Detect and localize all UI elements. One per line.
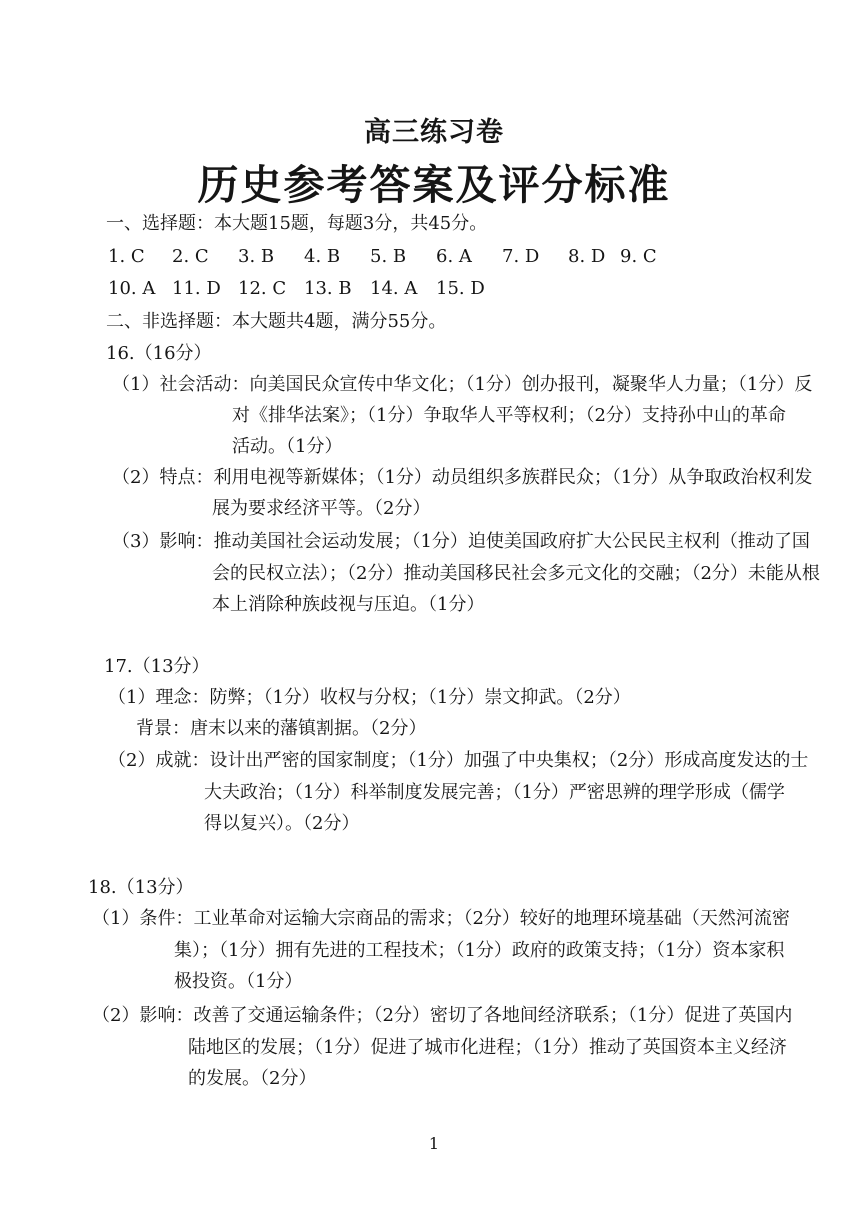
q16-line: 会的民权立法）；（2分）推动美国移民社会多元文化的交融；（2分）未能从根 <box>212 563 820 584</box>
q17-heading: 17.（13分） <box>104 656 210 677</box>
answer-item: 6. A <box>436 246 472 267</box>
answer-item: 12. C <box>238 278 287 299</box>
answer-row-1 <box>108 246 657 268</box>
page-number: 1 <box>428 1134 440 1153</box>
q16-heading: 16.（16分） <box>106 343 212 364</box>
q16-line: 对《排华法案》；（1分）争取华人平等权利；（2分）支持孙中山的革命 <box>232 405 786 426</box>
q17-line: 得以复兴）。（2分） <box>204 813 360 834</box>
q16-line: 展为要求经济平等。（2分） <box>212 498 431 519</box>
answer-item: 3. B <box>238 246 275 267</box>
section1-heading: 一、选择题：本大题15题，每题3分，共45分。 <box>106 213 488 234</box>
answer-item: 7. D <box>502 246 540 267</box>
answer-item: 9. C <box>620 246 657 267</box>
answer-item: 15. D <box>436 278 485 299</box>
q18-line: 集）；（1分）拥有先进的工程技术；（1分）政府的政策支持；（1分）资本家积 <box>174 940 785 961</box>
q18-heading: 18.（13分） <box>88 877 194 898</box>
answer-row-2 <box>108 278 485 300</box>
q16-line: 活动。（1分） <box>232 436 343 457</box>
q16-line: （1）社会活动：向美国民众宣传中华文化；（1分）创办报刊，凝聚华人力量；（1分）反 <box>112 374 813 395</box>
q16-line: 本上消除种族歧视与压迫。（1分） <box>212 594 485 615</box>
q18-line: 极投资。（1分） <box>174 971 303 992</box>
section2-heading: 二、非选择题：本大题共4题，满分55分。 <box>106 311 447 332</box>
answer-item: 4. B <box>304 246 341 267</box>
answer-item: 10. A <box>108 278 156 299</box>
q17-line: （2）成就：设计出严密的国家制度；（1分）加强了中央集权；（2分）形成高度发达的士 <box>108 750 809 771</box>
answer-item: 5. B <box>370 246 407 267</box>
q17-line: 大夫政治；（1分）科举制度发展完善；（1分）严密思辨的理学形成（儒学 <box>204 782 785 803</box>
q18-line: 的发展。（2分） <box>188 1068 317 1089</box>
q18-line: 陆地区的发展；（1分）促进了城市化进程；（1分）推动了英国资本主义经济 <box>188 1037 787 1058</box>
document-title: 历史参考答案及评分标准 <box>197 161 671 209</box>
answer-item: 8. D <box>568 246 606 267</box>
q16-line: （2）特点：利用电视等新媒体；（1分）动员组织多族群民众；（1分）从争取政治权利发 <box>112 467 813 488</box>
answer-item: 14. A <box>370 278 418 299</box>
answer-item: 2. C <box>172 246 209 267</box>
q18-line: （2）影响：改善了交通运输条件；（2分）密切了各地间经济联系；（1分）促进了英国内 <box>92 1005 793 1026</box>
q17-line: （1）理念：防弊；（1分）收权与分权；（1分）崇文抑武。（2分） <box>108 687 631 708</box>
q17-line: 背景：唐末以来的藩镇割据。（2分） <box>136 718 427 739</box>
answer-item: 1. C <box>108 246 145 267</box>
exam-subtitle: 高三练习卷 <box>364 117 504 148</box>
q16-line: （3）影响：推动美国社会运动发展；（1分）迫使美国政府扩大公民民主权利（推动了国 <box>112 531 810 552</box>
answer-item: 11. D <box>172 278 221 299</box>
q18-line: （1）条件：工业革命对运输大宗商品的需求；（2分）较好的地理环境基础（天然河流密 <box>92 908 790 929</box>
answer-item: 13. B <box>304 278 352 299</box>
